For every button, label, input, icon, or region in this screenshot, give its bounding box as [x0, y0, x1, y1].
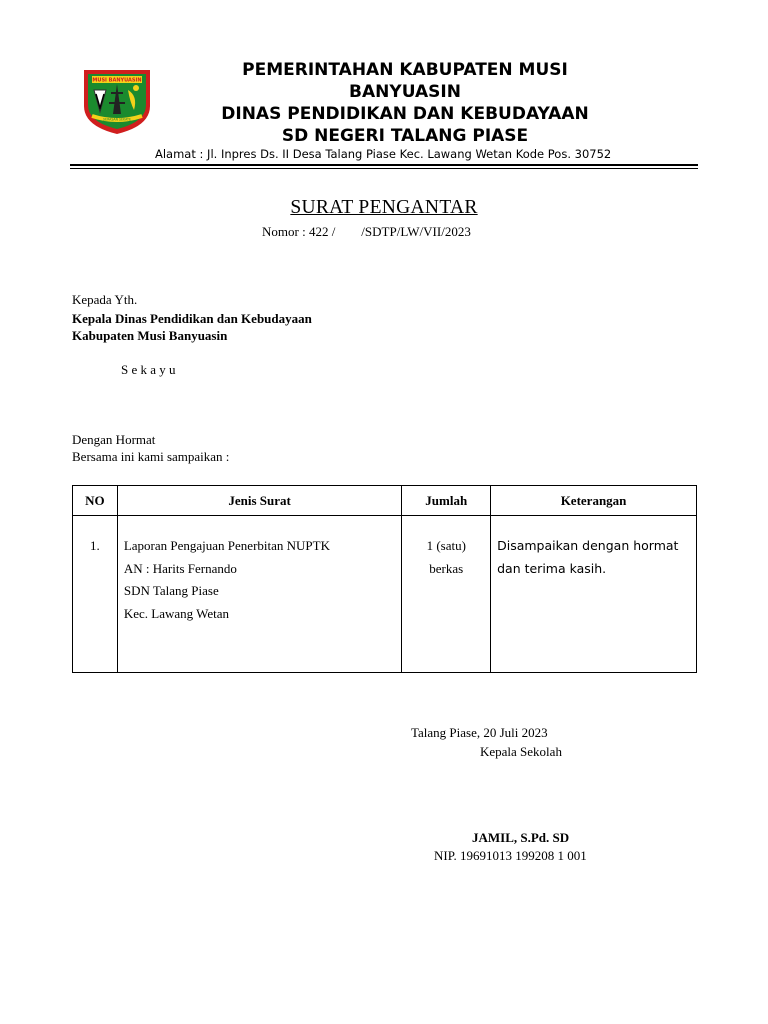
letterhead-divider [70, 164, 698, 166]
letterhead-divider-thin [70, 168, 698, 169]
greeting: Dengan Hormat [72, 432, 156, 447]
svg-text:SERASAN SEKATE: SERASAN SEKATE [103, 117, 131, 122]
header-no: NO [73, 486, 118, 516]
gov-title: PEMERINTAHAN KABUPATEN MUSI [242, 60, 568, 80]
jenis-line-4: Kec. Lawang Wetan [123, 605, 230, 621]
recipient-line1: Kepala Dinas Pendidikan dan Kebudayaan [72, 311, 312, 326]
letter-number: Nomor : 422 / /SDTP/LW/VII/2023 [262, 224, 471, 239]
department-title: DINAS PENDIDIKAN DAN KEBUDAYAAN [221, 104, 589, 124]
jenis-line-2: AN : Harits Fernando [123, 560, 237, 576]
cell-keterangan [491, 516, 697, 673]
intro-text: Bersama ini kami sampaikan : [72, 449, 230, 464]
letter-title: SURAT PENGANTAR [290, 197, 478, 218]
signer-nip: NIP. 19691013 199208 1 001 [434, 848, 587, 863]
row-number: 1. [90, 538, 100, 553]
place-date: Talang Piase, 20 Juli 2023 [411, 725, 548, 740]
keterangan-line-2: dan terima kasih. [497, 560, 607, 576]
jenis-line-1: Laporan Pengajuan Penerbitan NUPTK [123, 538, 330, 553]
header-jenis: Jenis Surat [117, 486, 402, 516]
regency-logo [78, 66, 156, 136]
header-keterangan: Keterangan [491, 486, 697, 516]
signer-position: Kepala Sekolah [480, 744, 562, 759]
jumlah-line-1: 1 (satu) [426, 538, 466, 553]
jenis-line-3: SDN Talang Piase [123, 583, 219, 598]
keterangan-line-1: Disampaikan dengan hormat [497, 538, 679, 553]
cell-jumlah [402, 516, 491, 673]
recipient-line2: Kabupaten Musi Banyuasin [72, 328, 228, 343]
school-title: SD NEGERI TALANG PIASE [281, 126, 529, 146]
signer-name: JAMIL, S.Pd. SD [472, 830, 570, 845]
gov-title-cont: BANYUASIN [349, 82, 461, 102]
cell-no [73, 516, 118, 673]
cell-jenis [117, 516, 402, 673]
header-jumlah: Jumlah [402, 486, 491, 516]
svg-text:MUSI BANYUASIN: MUSI BANYUASIN [92, 77, 142, 84]
to-label: Kepada Yth. [72, 292, 138, 307]
regency-emblem-icon [78, 66, 156, 136]
table-header-row [73, 486, 697, 516]
document-table [72, 485, 697, 673]
address: Alamat : Jl. Inpres Ds. II Desa Talang Piase Kec. Lawang Wetan Kode Pos. 30752 [155, 147, 612, 161]
recipient-place: S e k a y u [121, 362, 176, 377]
jumlah-line-2: berkas [429, 560, 464, 576]
table-row [73, 516, 697, 673]
